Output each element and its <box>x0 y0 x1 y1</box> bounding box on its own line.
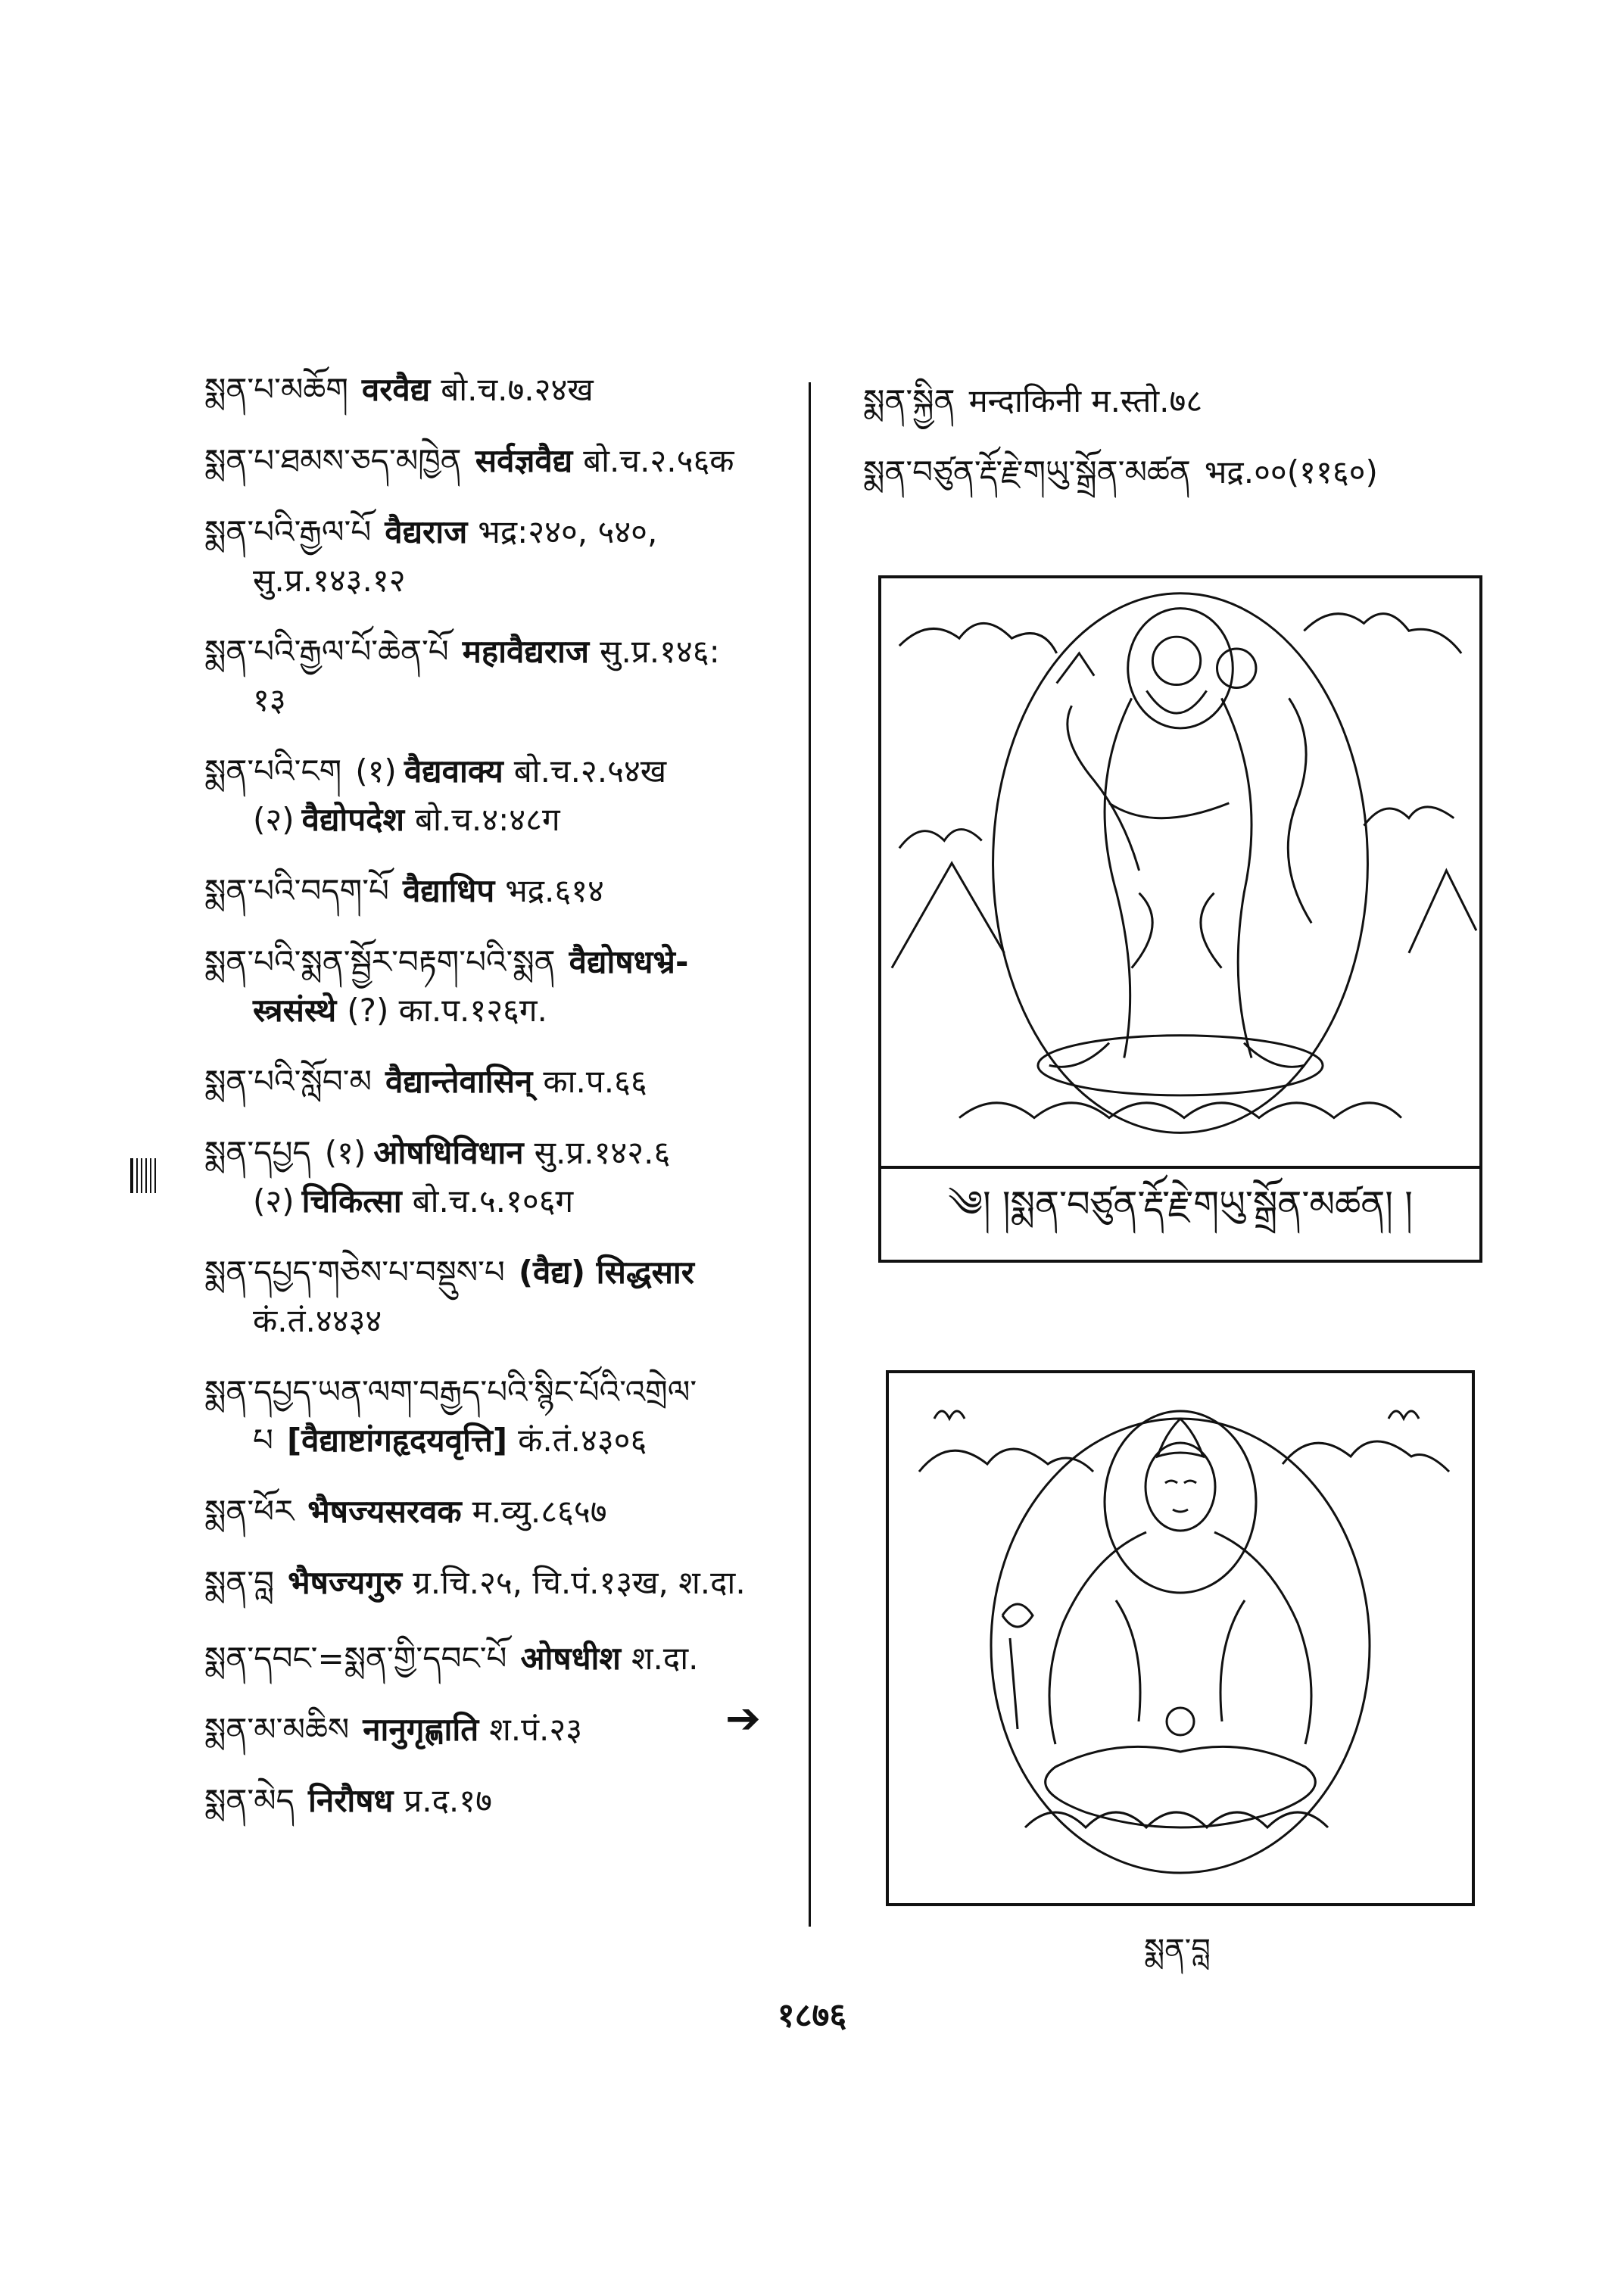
sanskrit-term: वैद्यराज <box>385 513 468 550</box>
sense-number: (२) <box>253 1182 295 1220</box>
reference: प्र.द.१७ <box>404 1782 492 1819</box>
reference: सु.प्र.१४६: <box>600 633 720 670</box>
entry-6 <box>204 872 803 910</box>
sanskrit-term: वैद्योषधभ्रे- <box>569 943 689 980</box>
sanskrit-term: मन्दाकिनी <box>968 382 1082 419</box>
sanskrit-term: वैद्यवाक्य <box>404 752 503 790</box>
reference: भद्र.००(११६०) <box>1204 453 1378 491</box>
reference: श.पं.२३ <box>489 1711 583 1748</box>
tibetan-term: སྨན་པ་ཐམས་ཅད་མཁྱེན <box>204 442 462 479</box>
arrow-right-icon: ➔ <box>725 1694 761 1743</box>
entry-2 <box>204 442 803 480</box>
sanskrit-term: महावैद्यराज <box>462 633 590 670</box>
medicine-buddha-figure <box>889 1373 1472 1903</box>
sanskrit-term: चिकित्सा <box>301 1182 402 1220</box>
entry-5 <box>204 752 803 790</box>
entry-4-continued: १३ <box>253 681 286 718</box>
tibetan-term: སྨན་དབང་=སྨན་གྱི་དབང་པོ <box>204 1640 507 1677</box>
right-entry-2 <box>863 453 1514 491</box>
tibetan-term: སྨན་པའི་བདག་པོ <box>204 872 389 909</box>
reference: बो.च.५.१०६ग <box>412 1182 574 1220</box>
reference: बो.च.२.५४ख <box>513 752 667 790</box>
tibetan-term: སྨན་མ་མཆིས <box>204 1711 350 1748</box>
entry-11 <box>204 1373 803 1411</box>
reference: सु.प्र.१४२.६ <box>534 1134 671 1171</box>
sanskrit-term: नानुगृह्णाति <box>363 1711 479 1748</box>
sanskrit-term: ओषधीश <box>520 1640 621 1677</box>
left-column <box>204 371 803 1853</box>
entry-10-continued: कं.तं.४४३४ <box>253 1302 382 1339</box>
entry-7-continued <box>204 992 803 1030</box>
sanskrit-term: (वैद्य) सिद्धसार <box>518 1254 694 1291</box>
sanskrit-term: वरवैद्य <box>361 371 431 408</box>
reference: (?) का.प.१२६ग. <box>347 992 547 1029</box>
tibetan-term: སྨན་ཕོར <box>204 1493 295 1530</box>
tibetan-term: སྨན་པའི་རྒྱལ་པོ <box>204 513 372 550</box>
tibetan-term: པ <box>253 1422 273 1459</box>
reference: म.स्तो.७८ <box>1091 382 1203 419</box>
entry-9 <box>204 1134 803 1172</box>
sanskrit-term: ओषधिविधान <box>373 1134 524 1171</box>
reference: म.व्यु.८६५७ <box>472 1493 607 1530</box>
tibetan-term: སྨན་སྐྱིན <box>863 382 955 419</box>
margin-mark-icon <box>130 1158 156 1193</box>
entry-8 <box>204 1063 803 1101</box>
medicine-buddha-caption: སྨན་བླ <box>1144 1933 1211 1967</box>
sanskrit-term: वैद्यान्तेवासिन् <box>385 1063 533 1100</box>
tibetan-term: སྨན་དཔྱད <box>204 1134 311 1171</box>
sense-number: (१) <box>355 752 397 790</box>
sense-number: (२) <box>253 801 295 838</box>
reference: बो.च.४:४८ग <box>415 801 560 838</box>
tibetan-term: སྨན་བླ <box>204 1564 275 1601</box>
reference: भद्र:२४०, ५४०, <box>478 513 658 550</box>
dancing-deity-figure <box>881 578 1479 1163</box>
entry-4 <box>204 633 803 671</box>
deity-caption: ༄། །སྨན་བཙུན་རྡོ་རྗེ་གཡུ་སྒྲོན་མཚན། ། <box>881 1166 1479 1260</box>
sanskrit-term: भैषज्यगुरु <box>288 1564 403 1601</box>
medicine-buddha-illustration <box>886 1370 1475 1906</box>
reference: कं.तं.४३०६ <box>518 1422 647 1459</box>
tibetan-term: སྨན་བཙུན་རྡོ་རྗེ་གཡུ་སྒྲོན་མཚན <box>863 453 1191 491</box>
entry-10 <box>204 1254 803 1291</box>
entry-5-continued <box>204 801 803 839</box>
tibetan-term: སྨན་པའི་སྨན་སྦྱོར་བརྟག་པའི་སྨན <box>204 943 556 980</box>
deity-illustration <box>878 575 1482 1263</box>
right-entry-1 <box>863 382 1514 420</box>
entry-3 <box>204 513 803 551</box>
tibetan-term: སྨན་པ་མཆོག <box>204 371 348 408</box>
entry-11-continued <box>204 1422 803 1460</box>
tibetan-term: སྨན་པའི་ངག <box>204 752 342 790</box>
tibetan-term: སྨན་མེད <box>204 1782 295 1819</box>
page-number: १८७६ <box>777 1996 847 2035</box>
sanskrit-term: निरौषध <box>308 1782 394 1819</box>
entry-15 <box>204 1711 803 1749</box>
reference: श.दा. <box>631 1640 699 1677</box>
reference: बो.च.७.२४ख <box>441 371 594 408</box>
sanskrit-term: सर्वज्ञवैद्य <box>475 442 573 479</box>
sanskrit-term: स्त्रसंस्थे <box>253 992 337 1029</box>
entry-7 <box>204 943 803 981</box>
entry-14 <box>204 1640 803 1678</box>
tibetan-term: སྨན་པའི་རྒྱལ་པོ་ཆེན་པོ <box>204 633 449 670</box>
reference: बो.च.२.५६क <box>583 442 734 479</box>
sanskrit-term: वैद्याधिप <box>402 872 495 909</box>
tibetan-term: སྨན་དཔྱད་ཡན་ལག་བརྒྱད་པའི་སྙིང་པོའི་འགྲེལ་ <box>204 1373 697 1410</box>
column-divider <box>809 382 811 1927</box>
entry-13 <box>204 1564 803 1602</box>
reference: का.प.६६ <box>543 1063 647 1100</box>
right-column <box>863 382 1514 525</box>
entry-3-continued: सु.प्र.१४३.१२ <box>253 562 406 599</box>
entry-12 <box>204 1493 803 1531</box>
reference: ग्र.चि.२५, चि.पं.१३ख, श.दा. <box>413 1564 746 1601</box>
sanskrit-term: वैद्योपदेश <box>301 801 405 838</box>
sanskrit-term: भैषज्यसरवक <box>307 1493 462 1530</box>
tibetan-term: སྨན་དཔྱད་གཅེས་པ་བསྡུས་པ <box>204 1254 505 1291</box>
reference: भद्र.६१४ <box>505 872 604 909</box>
sanskrit-term: [वैद्याष्टांगहृदयवृत्ति] <box>286 1422 508 1459</box>
entry-9-continued <box>204 1182 803 1220</box>
sense-number: (१) <box>324 1134 366 1171</box>
tibetan-term: སྨན་པའི་སློབ་མ <box>204 1063 372 1100</box>
entry-1 <box>204 371 803 409</box>
entry-16 <box>204 1782 803 1820</box>
